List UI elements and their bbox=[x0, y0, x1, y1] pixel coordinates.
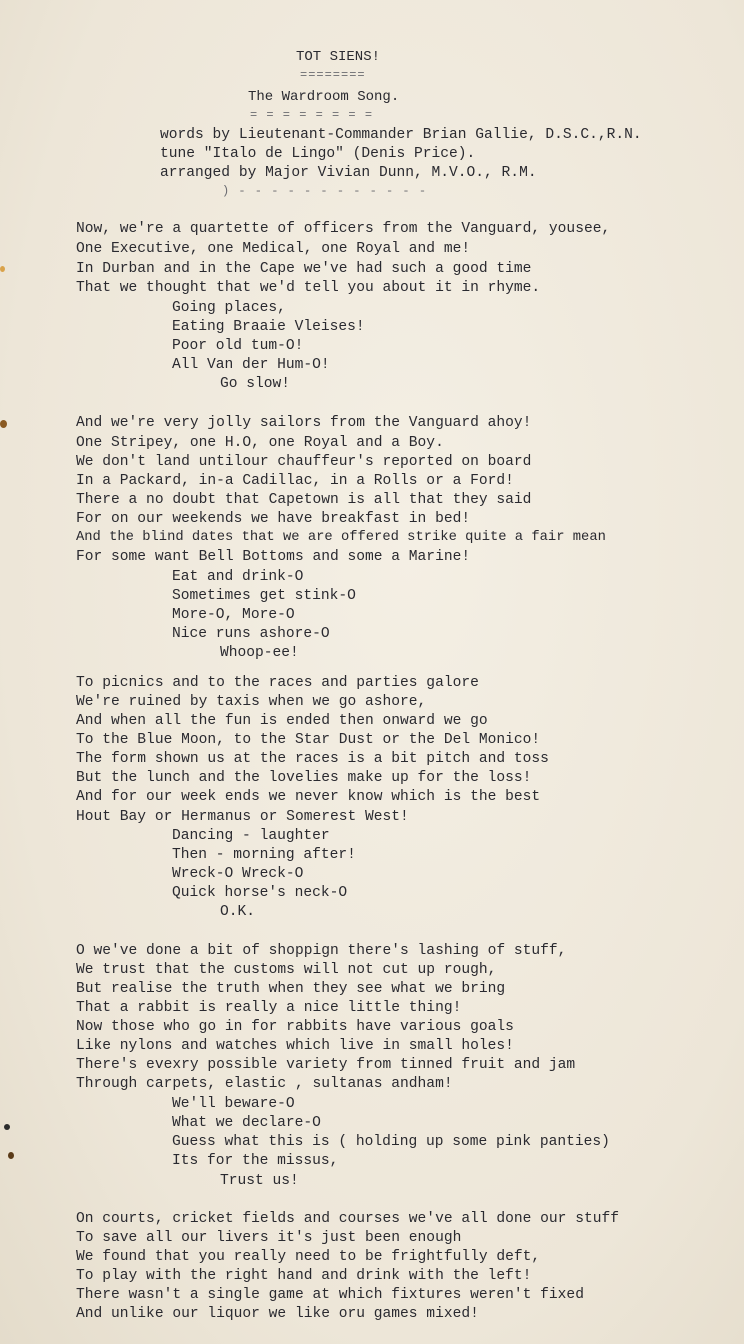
credit-words: words by Lieutenant-Commander Brian Gallie, D.S.C.,R.N. bbox=[160, 127, 642, 143]
verse-line: To the Blue Moon, to the Star Dust or the Del Monico! bbox=[76, 732, 541, 748]
verse-line: Hout Bay or Hermanus or Somerest West! bbox=[76, 809, 409, 825]
verse-line: On courts, cricket fields and courses we've all done our stuff bbox=[76, 1211, 619, 1227]
verse-line: To save all our livers it's just been enough bbox=[76, 1230, 462, 1246]
verse-line: Like nylons and watches which live in small holes! bbox=[76, 1038, 514, 1054]
chorus-line: Then - morning after! bbox=[172, 847, 356, 863]
chorus-line: Quick horse's neck-O bbox=[172, 885, 348, 901]
chorus-line: Its for the missus, bbox=[172, 1153, 339, 1169]
verse-line: There's evexry possible variety from tinned fruit and jam bbox=[76, 1057, 576, 1073]
verse-line: We found that you really need to be frightfully deft, bbox=[76, 1249, 541, 1265]
verse-line: That a rabbit is really a nice little thing! bbox=[76, 1000, 462, 1016]
song-subtitle: The Wardroom Song. bbox=[248, 89, 400, 105]
verse-line: For some want Bell Bottoms and some a Marine! bbox=[76, 549, 471, 565]
chorus-tag: O.K. bbox=[220, 904, 256, 920]
chorus-line: Eating Braaie Vleises! bbox=[172, 319, 365, 335]
ink-spot bbox=[8, 1152, 14, 1159]
verse-line: The form shown us at the races is a bit pitch and toss bbox=[76, 751, 549, 767]
verse-line: To play with the right hand and drink with the left! bbox=[76, 1268, 532, 1284]
verse-line: Through carpets, elastic , sultanas andham! bbox=[76, 1076, 453, 1092]
chorus-line: Going places, bbox=[172, 300, 286, 316]
verse-line: We trust that the customs will not cut up rough, bbox=[76, 962, 497, 978]
ink-spot bbox=[0, 420, 7, 428]
song-title: TOT SIENS! bbox=[296, 49, 381, 65]
verse-line: That we thought that we'd tell you about it in rhyme. bbox=[76, 280, 541, 296]
credits-rule: ) - - - - - - - - - - - - bbox=[222, 184, 428, 198]
verse-line: But realise the truth when they see what we bring bbox=[76, 981, 506, 997]
chorus-line: All Van der Hum-O! bbox=[172, 357, 330, 373]
chorus-line: We'll beware-O bbox=[172, 1096, 295, 1112]
chorus-tag: Whoop-ee! bbox=[220, 645, 299, 661]
chorus-line: What we declare-O bbox=[172, 1115, 321, 1131]
verse-line: One Executive, one Medical, one Royal and me! bbox=[76, 241, 471, 257]
chorus-line: Wreck-O Wreck-O bbox=[172, 866, 304, 882]
verse-line: But the lunch and the lovelies make up for the loss! bbox=[76, 770, 532, 786]
verse-line: And for our week ends we never know which is the best bbox=[76, 789, 541, 805]
verse-line: And when all the fun is ended then onward we go bbox=[76, 713, 488, 729]
verse-line: We don't land untilour chauffeur's reported on board bbox=[76, 454, 532, 470]
verse-line: In a Packard, in-a Cadillac, in a Rolls or a Ford! bbox=[76, 473, 514, 489]
verse-line: In Durban and in the Cape we've had such a good time bbox=[76, 261, 532, 277]
verse-line: Now those who go in for rabbits have various goals bbox=[76, 1019, 514, 1035]
credit-tune: tune "Italo de Lingo" (Denis Price). bbox=[160, 146, 476, 162]
verse-line: And unlike our liquor we like oru games mixed! bbox=[76, 1306, 479, 1322]
chorus-line: More-O, More-O bbox=[172, 607, 295, 623]
verse-line: To picnics and to the races and parties galore bbox=[76, 675, 479, 691]
chorus-tag: Trust us! bbox=[220, 1173, 299, 1189]
chorus-line: Nice runs ashore-O bbox=[172, 626, 330, 642]
chorus-line: Eat and drink-O bbox=[172, 569, 304, 585]
subtitle-rule: = = = = = = = = bbox=[250, 108, 374, 122]
chorus-line: Guess what this is ( holding up some pink panties) bbox=[172, 1134, 610, 1150]
verse-line: We're ruined by taxis when we go ashore, bbox=[76, 694, 427, 710]
verse-line: For on our weekends we have breakfast in bed! bbox=[76, 511, 471, 527]
verse-line: And the blind dates that we are offered strike quite a fair mean bbox=[76, 530, 606, 545]
verse-line: Now, we're a quartette of officers from the Vanguard, yousee, bbox=[76, 221, 611, 237]
chorus-line: Dancing - laughter bbox=[172, 828, 330, 844]
ink-spot bbox=[0, 266, 5, 272]
verse-line: There a no doubt that Capetown is all that they said bbox=[76, 492, 532, 508]
title-rule: ======== bbox=[300, 68, 366, 82]
chorus-tag: Go slow! bbox=[220, 376, 291, 392]
verse-line: One Stripey, one H.O, one Royal and a Boy. bbox=[76, 435, 444, 451]
ink-spot bbox=[4, 1124, 10, 1130]
credit-arranger: arranged by Major Vivian Dunn, M.V.O., R.M. bbox=[160, 165, 537, 181]
verse-line: There wasn't a single game at which fixtures weren't fixed bbox=[76, 1287, 584, 1303]
verse-line: O we've done a bit of shoppign there's lashing of stuff, bbox=[76, 943, 567, 959]
verse-line: And we're very jolly sailors from the Vanguard ahoy! bbox=[76, 415, 532, 431]
chorus-line: Poor old tum-O! bbox=[172, 338, 304, 354]
chorus-line: Sometimes get stink-O bbox=[172, 588, 356, 604]
